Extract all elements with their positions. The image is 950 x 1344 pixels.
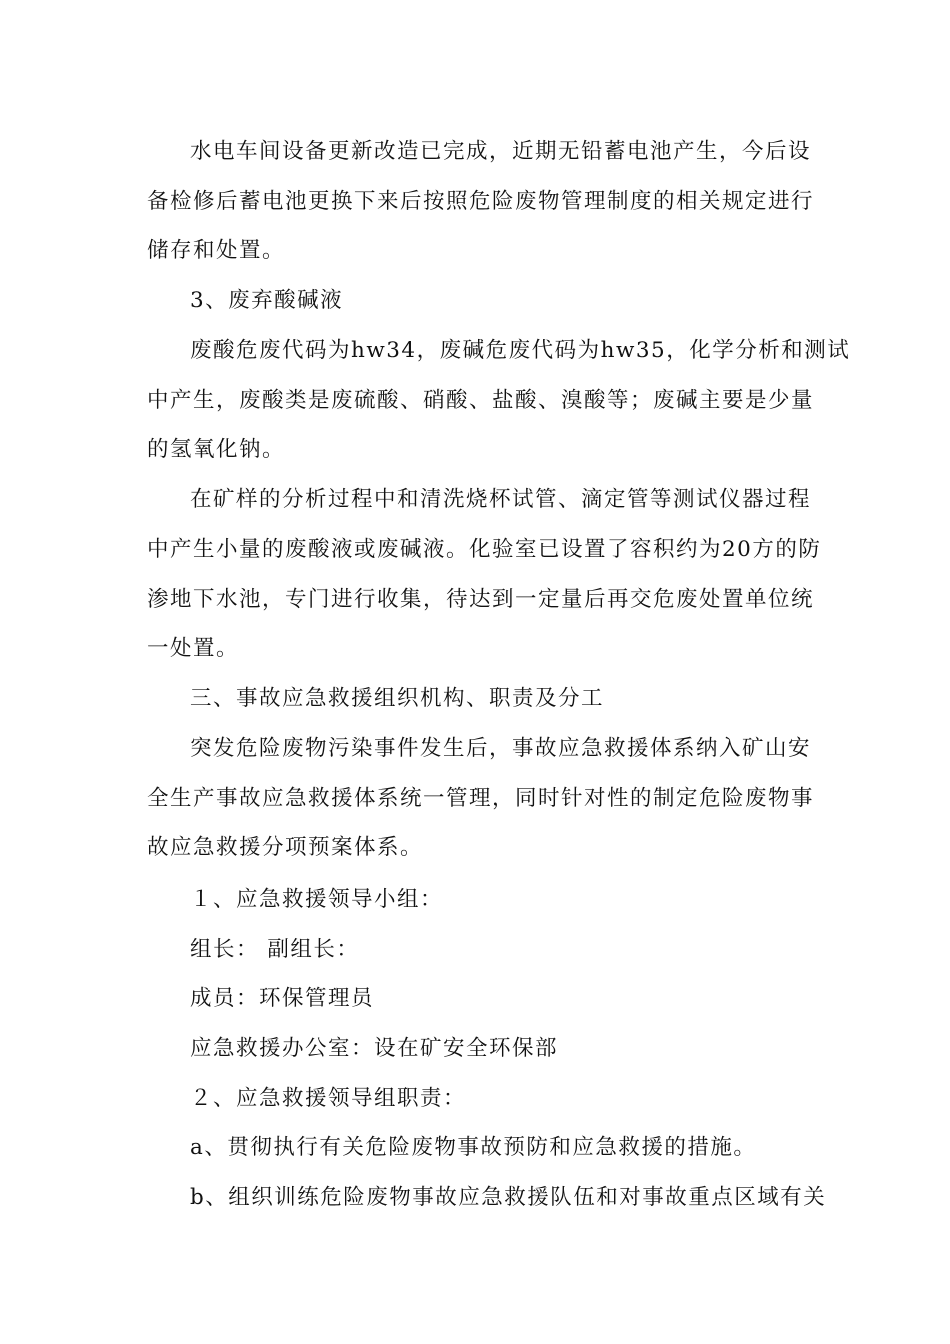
- paragraph-line: 突发危险废物污染事件发生后，事故应急救援体系纳入矿山安: [190, 736, 812, 761]
- section-heading: 三、事故应急救援组织机构、职责及分工: [190, 686, 605, 711]
- section-heading: １、应急救援领导小组：: [190, 887, 444, 912]
- paragraph-line: 应急救援办公室：设在矿安全环保部: [190, 1036, 559, 1061]
- paragraph-line: 废酸危废代码为hw34，废碱危废代码为hw35，化学分析和测试: [190, 338, 851, 363]
- section-heading: ２、应急救援领导组职责：: [190, 1086, 467, 1111]
- paragraph-line: 中产生，废酸类是废硫酸、硝酸、盐酸、溴酸等；废碱主要是少量: [147, 388, 815, 413]
- paragraph-line: 水电车间设备更新改造已完成，近期无铅蓄电池产生，今后设: [190, 139, 812, 164]
- paragraph-line: a、贯彻执行有关危险废物事故预防和应急救援的措施。: [190, 1135, 757, 1160]
- paragraph-line: b、组织训练危险废物事故应急救援队伍和对事故重点区域有关: [190, 1185, 827, 1210]
- paragraph-line: 的氢氧化钠。: [147, 437, 286, 462]
- paragraph-line: 渗地下水池，专门进行收集，待达到一定量后再交危废处置单位统: [147, 587, 815, 612]
- paragraph-line: 全生产事故应急救援体系统一管理，同时针对性的制定危险废物事: [147, 786, 815, 811]
- paragraph-line: 故应急救援分项预案体系。: [147, 835, 424, 860]
- paragraph-line: 成员：环保管理员: [190, 986, 375, 1011]
- paragraph-line: 一处置。: [147, 636, 240, 661]
- section-heading: 3、废弃酸碱液: [190, 288, 344, 313]
- paragraph-line: 备检修后蓄电池更换下来后按照危险废物管理制度的相关规定进行: [147, 189, 815, 214]
- paragraph-line: 储存和处置。: [147, 238, 286, 263]
- paragraph-line: 组长： 副组长：: [190, 937, 360, 962]
- paragraph-line: 在矿样的分析过程中和清洗烧杯试管、滴定管等测试仪器过程: [190, 487, 812, 512]
- paragraph-line: 中产生小量的废酸液或废碱液。化验室已设置了容积约为20方的防: [147, 537, 822, 562]
